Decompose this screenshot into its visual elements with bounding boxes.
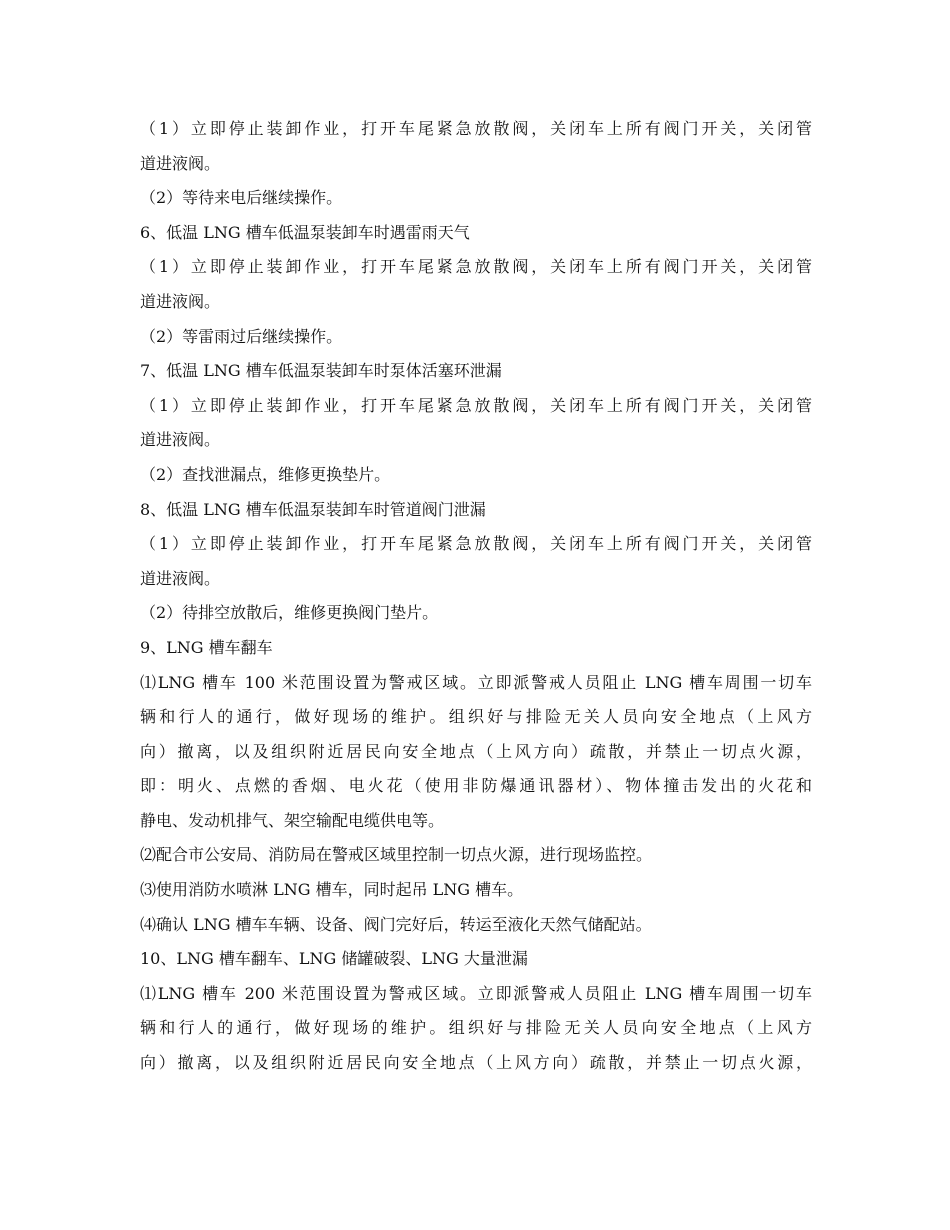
text-line: （1）立即停止装卸作业，打开车尾紧急放散阀，关闭车上所有阀门开关，关闭管 — [140, 119, 812, 138]
text-line: 道进液阀。 — [140, 153, 221, 173]
text-line: 辆和行人的通行，做好现场的维护。组织好与排险无关人员向安全地点（上风方 — [140, 1018, 812, 1038]
text-line: （2）等待来电后继续操作。 — [140, 188, 343, 208]
text-line: 6、低温 LNG 槽车低温泵装卸车时遇雷雨天气 — [140, 222, 470, 242]
text-line: （1）立即停止装卸作业，打开车尾紧急放散阀，关闭车上所有阀门开关，关闭管 — [140, 395, 812, 415]
text-line: （2）等雷雨过后继续操作。 — [140, 326, 343, 346]
text-line: 道进液阀。 — [140, 291, 221, 311]
text-line: 向）撤离，以及组织附近居民向安全地点（上风方向）疏散，并禁止一切点火源， — [140, 1053, 812, 1073]
text-line: （1）立即停止装卸作业，打开车尾紧急放散阀，关闭车上所有阀门开关，关闭管 — [140, 534, 812, 554]
text-line: 10、LNG 槽车翻车、LNG 储罐破裂、LNG 大量泄漏 — [140, 949, 528, 969]
text-line: ⑴LNG 槽车 200 米范围设置为警戒区域。立即派警戒人员阻止 LNG 槽车周围一切车 — [140, 983, 812, 1003]
text-line: 静电、发动机排气、架空输配电缆供电等。 — [140, 810, 445, 830]
text-line: ⑷确认 LNG 槽车车辆、设备、阀门完好后，转运至液化天然气储配站。 — [140, 914, 652, 934]
document-body — [140, 112, 812, 1081]
text-line: ⑴LNG 槽车 100 米范围设置为警戒区域。立即派警戒人员阻止 LNG 槽车周围一切车 — [140, 672, 812, 692]
text-line: 道进液阀。 — [140, 568, 221, 588]
text-line: 8、低温 LNG 槽车低温泵装卸车时管道阀门泄漏 — [140, 499, 486, 519]
text-line: 即：明火、点燃的香烟、电火花（使用非防爆通讯器材）、物体撞击发出的火花和 — [140, 776, 812, 796]
text-line: 向）撤离，以及组织附近居民向安全地点（上风方向）疏散，并禁止一切点火源， — [140, 741, 812, 761]
text-line: ⑶使用消防水喷淋 LNG 槽车，同时起吊 LNG 槽车。 — [140, 880, 524, 900]
text-line: 辆和行人的通行，做好现场的维护。组织好与排险无关人员向安全地点（上风方 — [140, 707, 812, 727]
text-line: ⑵配合市公安局、消防局在警戒区域里控制一切点火源，进行现场监控。 — [140, 845, 653, 865]
text-line: 7、低温 LNG 槽车低温泵装卸车时泵体活塞环泄漏 — [140, 361, 502, 381]
text-line: 9、LNG 槽车翻车 — [140, 637, 273, 657]
text-line: （2）查找泄漏点，维修更换垫片。 — [140, 464, 391, 484]
text-line: （1）立即停止装卸作业，打开车尾紧急放散阀，关闭车上所有阀门开关，关闭管 — [140, 257, 812, 277]
text-line: （2）待排空放散后，维修更换阀门垫片。 — [140, 603, 439, 623]
text-line: 道进液阀。 — [140, 430, 221, 450]
